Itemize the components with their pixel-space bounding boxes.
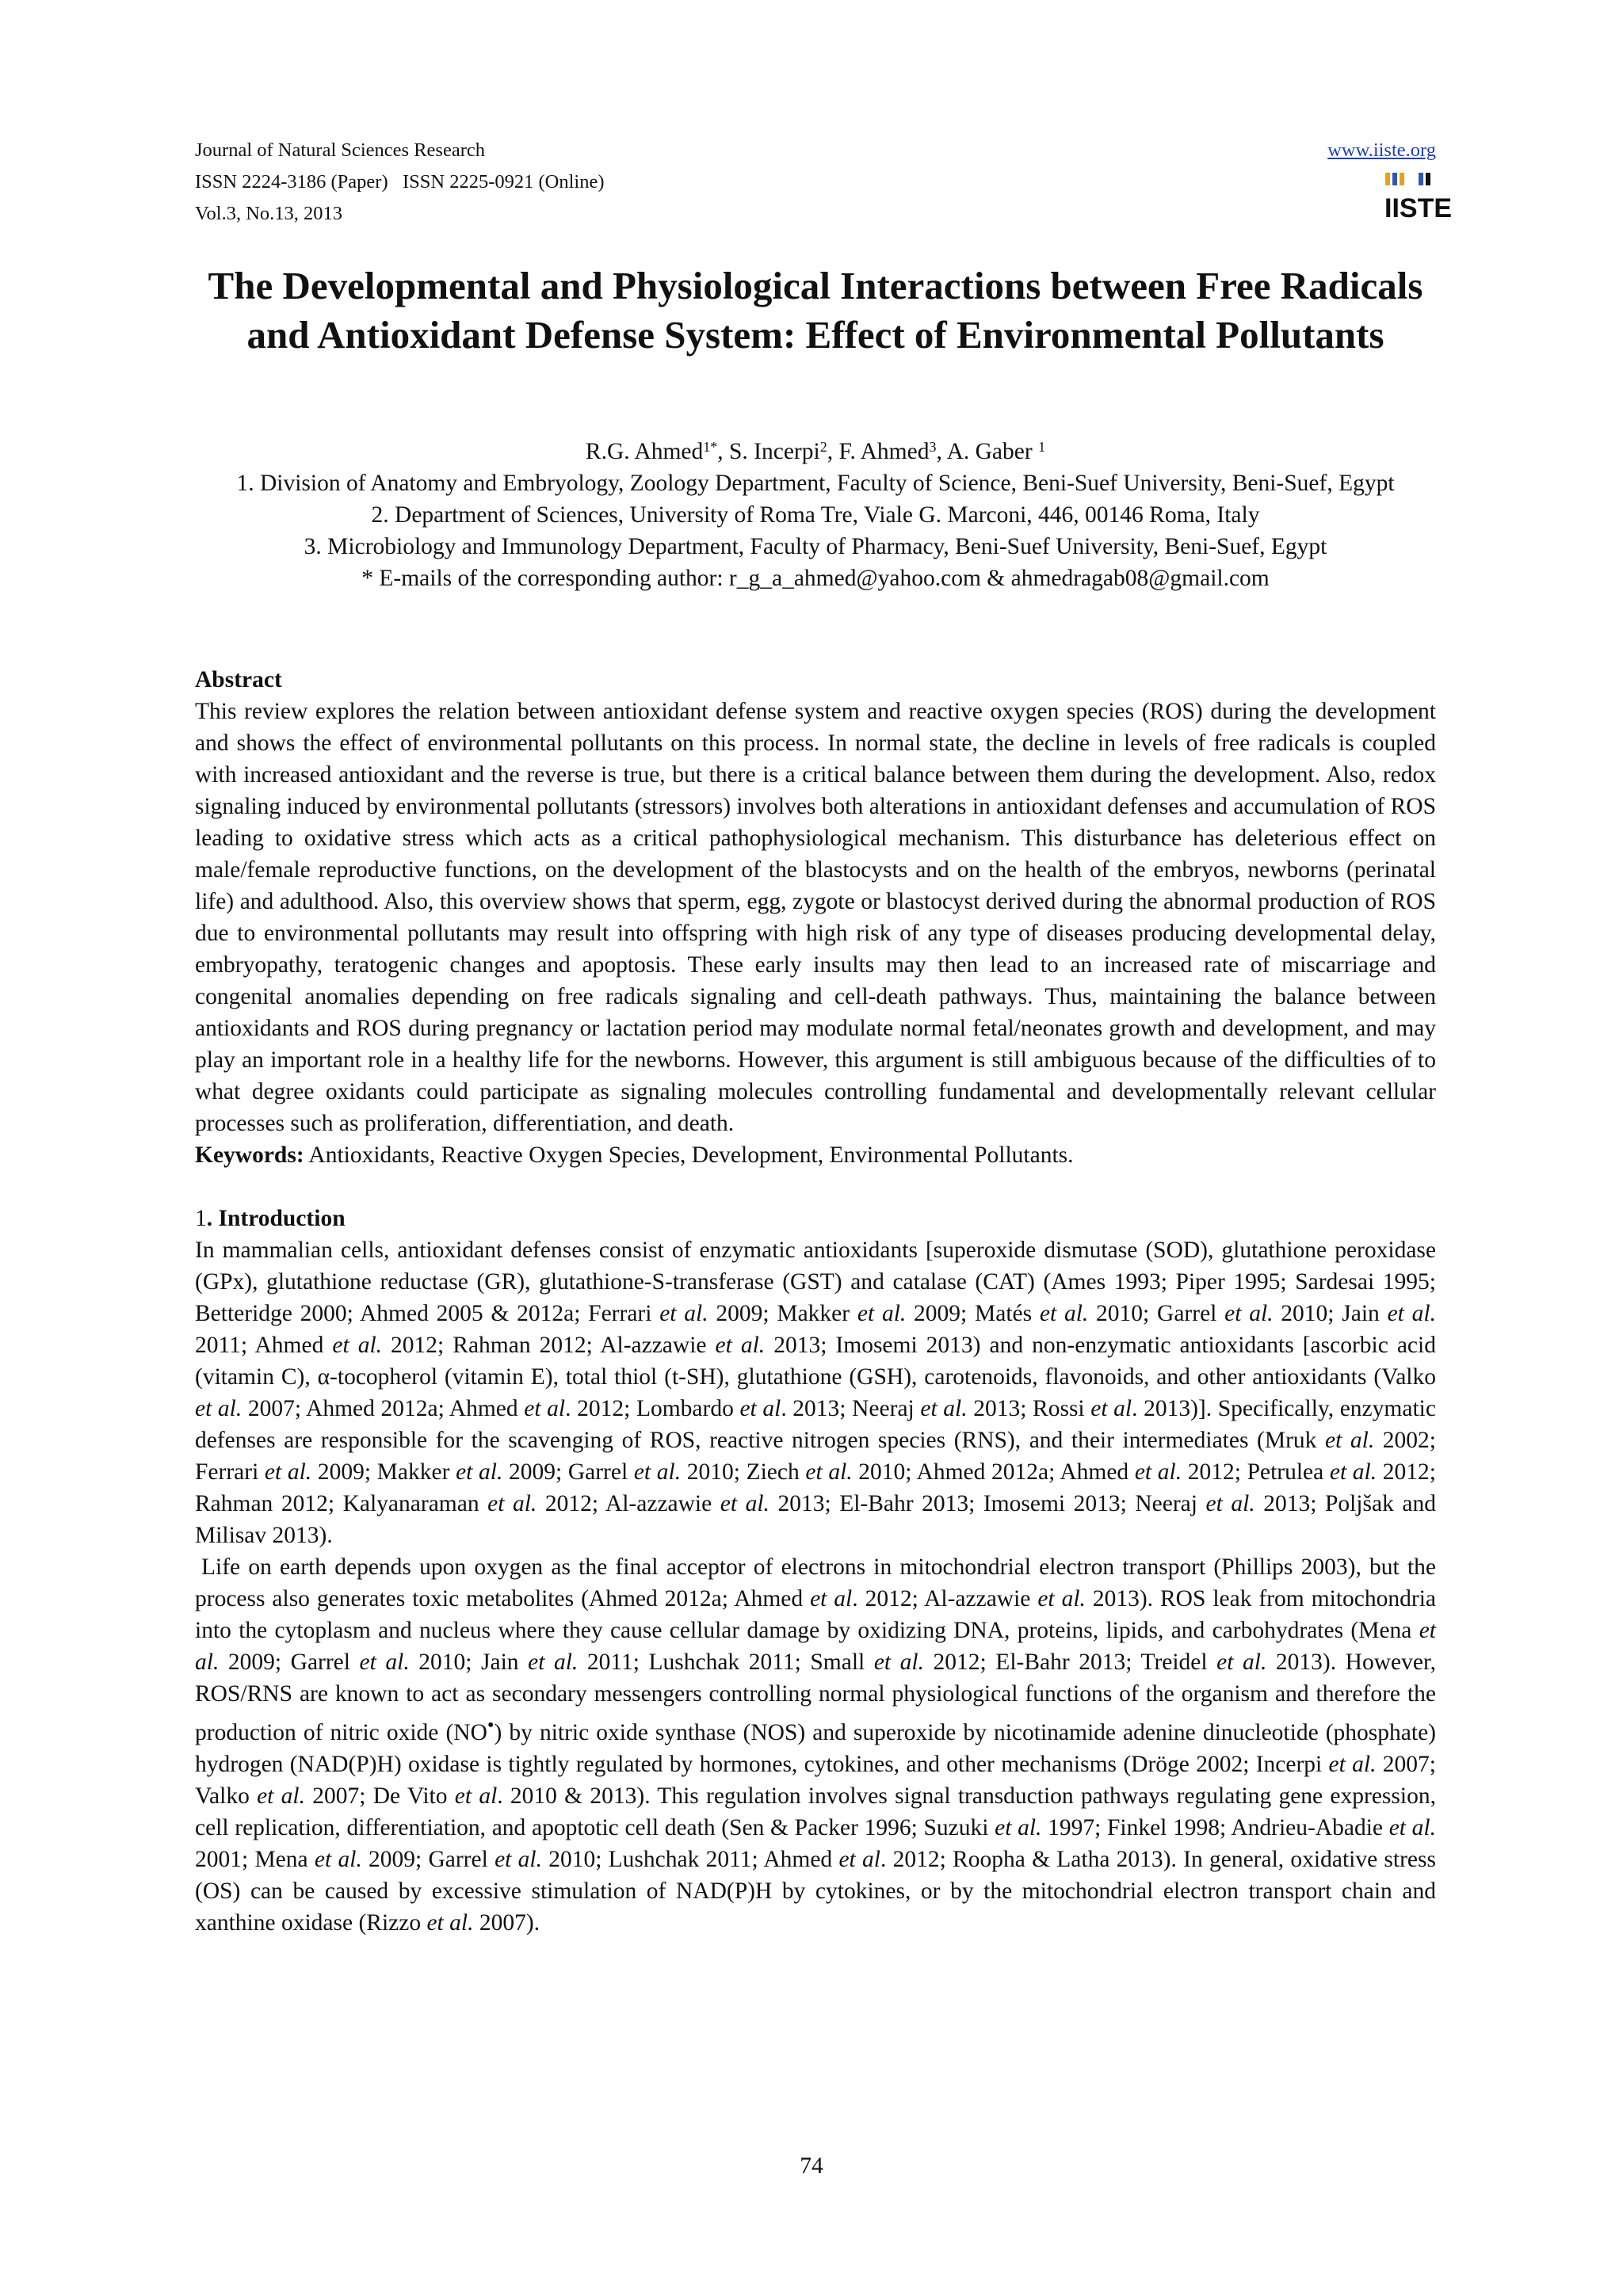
text-run: 2013; El-Bahr 2013; Imosemi 2013; Neeraj [769,1491,1206,1516]
italic-run: et al. [920,1396,968,1421]
text-run: 2007; Valko [195,1751,1436,1809]
italic-run: et al. [359,1650,410,1675]
affiliation-1: 1. Division of Anatomy and Embryology, Zoology Department, Faculty of Science, Beni-Suef University, Beni-Suef, Egypt [236,471,1395,496]
italic-run: et al. [528,1650,579,1675]
journal-volume: Vol.3, No.13, 2013 [195,203,343,224]
author-4-sup: 1 [1038,439,1046,455]
italic-run: et al [838,1846,880,1872]
italic-run: et al [454,1783,498,1809]
journal-url-link[interactable]: www.iiste.org [1327,139,1436,161]
text-run: 2009; Garrel [361,1846,495,1872]
introduction-paragraph-1 [195,1234,1436,1551]
text-run: . 2010 & 2013). This regulation involves signal transduction pathways regulating gene expression, cell replication, differentiation, and apoptotic cell death (Sen & Packer 1996; Suzuki [195,1783,1436,1840]
introduction-paragraph-2 [195,1551,1436,1939]
text-run: 2009; Makker [311,1459,456,1485]
italic-run: et al. [1039,1301,1089,1326]
affiliation-3: 3. Microbiology and Immunology Department, Faculty of Pharmacy, Beni-Suef University, Beni-Suef, Egypt [304,534,1327,559]
text-run: 2010; Lushchak 2011; Ahmed [541,1846,839,1872]
author-list [195,436,1436,467]
text-run: 2012; Petrulea [1182,1459,1330,1485]
italic-run: et al. [1216,1650,1267,1675]
text-run: 2002; Ferrari [195,1428,1436,1485]
author-1-sup: 1* [703,439,718,455]
text-run: . 2013; Neeraj [781,1396,921,1421]
italic-run: et al [739,1396,781,1421]
text-run: 2010; Jain [1273,1301,1388,1326]
corresponding-email: * E-mails of the corresponding author: r_g_a_ahmed@yahoo.com & ahmedragab08@gmail.com [361,566,1270,591]
text-run: 2012; Al-azzawie [537,1491,720,1516]
text-run: . 2012; Lombardo [565,1396,740,1421]
text-run: 2010; Ahmed 2012a; Ahmed [852,1459,1135,1485]
text-run: 2013). ROS leak from mitochondria into the cytoplasm and nucleus where they cause cellular damage by oxidizing DNA, proteins, lipids, and carbohydrates (Mena [195,1586,1436,1643]
text-run: 1997; Finkel 1998; Andrieu-Abadie [1041,1814,1389,1840]
text-run: 2001; Mena [195,1846,315,1872]
text-run: 2013; Imosemi 2013) and non-enzymatic antioxidants [ascorbic acid (vitamin C), α-tocopherol (vitamin E), total thiol (t-SH), glutathione (GSH), carotenoids, flavonoids, and other antioxidants (Valko [195,1333,1436,1390]
text-run: . 2012; Al-azzawie [852,1586,1038,1611]
italic-run: et al [524,1396,566,1421]
italic-run: et al. [873,1650,924,1675]
italic-run: et al. [1388,1814,1436,1840]
italic-run: et al. [1329,1459,1377,1485]
italic-run: et al. [995,1814,1042,1840]
text-run: 2009; Matés [906,1301,1040,1326]
italic-run: et al. [633,1459,682,1485]
italic-run: et al. [1328,1751,1377,1777]
text-run: . 2012; Roopha & Latha 2013). In general, oxidative stress (OS) can be caused by excessive stimulation of NAD(P)H by cytokines, or by the mitochondrial electron transport chain and xanthine oxidase (Rizzo [195,1846,1436,1936]
italic-run: et al. [857,1301,907,1326]
svg-text:IISTE: IISTE [1384,193,1453,223]
italic-run: et al [810,1586,853,1611]
abstract-heading: Abstract [195,667,282,692]
author-3-sup: 3 [929,439,937,455]
italic-run: et al. [257,1783,305,1809]
italic-run: et al. [487,1491,537,1516]
italic-run: et al. [1387,1301,1436,1326]
radical-dot-sup: • [487,1714,495,1736]
section-title: . Introduction [206,1206,346,1231]
text-run: 2009; Garrel [502,1459,634,1485]
italic-run: et al [1090,1396,1132,1421]
text-run: 2007; Ahmed 2012a; Ahmed [242,1396,525,1421]
journal-header [195,135,1453,238]
italic-run: et al. [264,1459,312,1485]
keywords-text: Antioxidants, Reactive Oxygen Species, Development, Environmental Pollutants. [304,1142,1074,1168]
italic-run: et al. [195,1618,1436,1675]
text-run: In mammalian cells, antioxidant defenses consist of enzymatic antioxidants [superoxide dismutase (SOD), glutathione peroxidase (GPx), glutathione reductase (GR), glutathione-S-transferase (GST) and catalase (CAT) (Ames 1993; Piper 1995; Sardesai 1995; Betteridge 2000; Ahmed 2005 & 2012a; Ferrari [195,1238,1436,1326]
text-run: 2013; Rossi [967,1396,1091,1421]
italic-run: et al. [720,1491,769,1516]
text-run: 2011; Ahmed [195,1333,333,1358]
text-run: 2007). [473,1909,540,1936]
text-run: 2010; Garrel [1088,1301,1225,1326]
iiste-logo-icon [1384,170,1453,223]
italic-run: et al. [195,1396,242,1421]
text-run: 2009; Garrel [219,1650,360,1675]
italic-run: et al. [456,1459,503,1485]
keywords [195,1139,1436,1171]
text-run: 2012; Rahman 2012; Kalyanaraman [195,1459,1436,1516]
text-run: 2013; Poljšak and Milisav 2013). [195,1491,1436,1548]
keywords-label: Keywords: [195,1142,304,1168]
italic-run: et al. [495,1846,542,1872]
text-run: 2007; De Vito [304,1783,455,1809]
author-2-sup: 2 [819,439,827,455]
introduction-heading [195,1203,1436,1234]
section-number: 1 [195,1206,207,1231]
journal-name: Journal of Natural Sciences Research [195,139,485,161]
text-run: 2012; El-Bahr 2013; Treidel [923,1650,1217,1675]
text-run: 2011; Lushchak 2011; Small [578,1650,874,1675]
page-number: 74 [800,2153,823,2179]
text-run: 2013). However, ROS/RNS are known to act as secondary messengers controlling normal physiological functions of the organism and therefore the production of nitric oxide (NO [195,1650,1436,1745]
italic-run: et al. [314,1846,362,1872]
text-run: 2010; Ziech [681,1459,806,1485]
author-3: , F. Ahmed [827,439,930,464]
text-run: 2010; Jain [409,1650,529,1675]
text-run: 2009; Makker [708,1301,857,1326]
italic-run: et al. [426,1909,474,1936]
paper-title: The Developmental and Physiological Interactions between Free Radicals and Antioxidant Defense System: Effect of Environmental Pollutants [208,264,1423,357]
author-1: R.G. Ahmed [585,439,704,464]
text-run: Life on earth depends upon oxygen as the final acceptor of electrons in mitochondrial electron transport (Phillips 2003), but the process also generates toxic metabolites (Ahmed 2012a; Ahmed [195,1554,1436,1611]
paper-body [195,664,1436,1939]
italic-run: et al. [715,1333,766,1358]
text-run: 2012; Rahman 2012; Al-azzawie [382,1333,716,1358]
author-4: , A. Gaber [936,439,1039,464]
author-2: , S. Incerpi [717,439,820,464]
author-block [195,436,1436,594]
text-run: ) by nitric oxide synthase (NOS) and superoxide by nicotinamide adenine dinucleotide (phosphate) hydrogen (NAD(P)H) oxidase is tightly regulated by hormones, cytokines, and other mechanisms (Dröge 2002; Incerpi [195,1719,1436,1777]
italic-run: et al. [805,1459,853,1485]
affiliation-2: 2. Department of Sciences, University of Roma Tre, Viale G. Marconi, 446, 00146 Roma, Italy [371,502,1260,528]
text-run: . 2013)]. Specifically, enzymatic defenses are responsible for the scavenging of ROS, reactive nitrogen species (RNS), and their intermediates (Mruk [195,1396,1436,1453]
italic-run: et al. [332,1333,383,1358]
italic-run: et al. [1037,1586,1086,1611]
journal-issn: ISSN 2224-3186 (Paper) ISSN 2225-0921 (Online) [195,171,605,193]
italic-run: et al. [659,1301,708,1326]
italic-run: et al. [1224,1301,1274,1326]
italic-run: et al. [1134,1459,1182,1485]
italic-run: et al. [1325,1428,1375,1453]
abstract-text: This review explores the relation between antioxidant defense system and reactive oxygen species (ROS) during the development and shows the effect of environmental pollutants on this process. In normal state, the decline in levels of free radicals is coupled with increased antioxidant and the reverse is true, but there is a critical balance between them during the development. Also, redox signaling induced by environmental pollutants (stressors) involves both alterations in antioxidant defenses and accumulation of ROS leading to oxidative stress which acts as a critical pathophysiological mechanism. This disturbance has deleterious effect on male/female reproductive functions, on the development of the blastocysts and on the health of the embryos, newborns (perinatal life) and adulthood. Also, this overview shows that sperm, egg, zygote or blastocyst derived during the abnormal production of ROS due to environmental pollutants may result into offspring with high risk of any type of diseases producing developmental delay, embryopathy, teratogenic changes and apoptosis. These early insults may then lead to an increased rate of miscarriage and congenital anomalies depending on free radicals signaling and cell-death pathways. Thus, maintaining the balance between antioxidants and ROS during pregnancy or lactation period may modulate normal fetal/neonates growth and development, and may play an important role in a healthy life for the newborns. However, this argument is still ambiguous because of the difficulties of to what degree oxidants could participate as signaling molecules controlling fundamental and developmentally relevant cellular processes such as proliferation, differentiation, and death. [195,699,1436,1136]
italic-run: et al. [1205,1491,1255,1516]
